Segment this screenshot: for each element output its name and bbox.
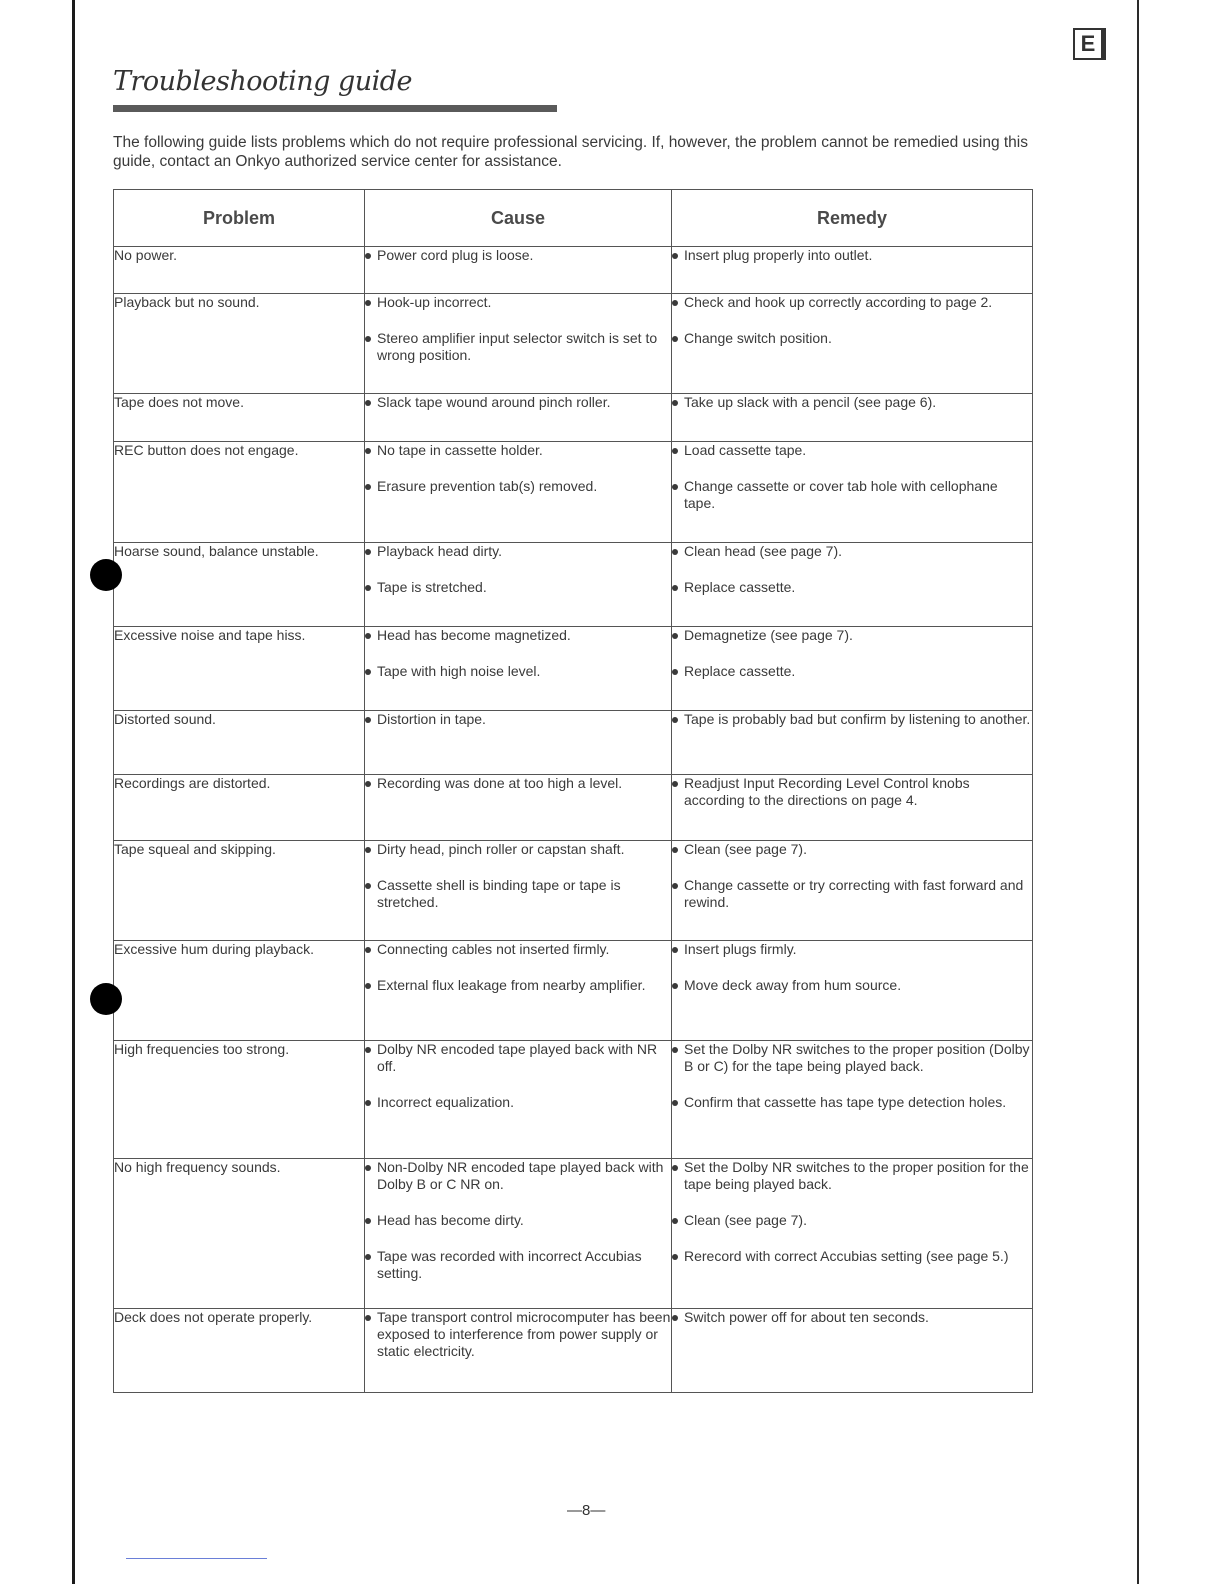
cause-item: Distortion in tape. <box>365 711 671 728</box>
remedy-item: Load cassette tape. <box>672 442 1032 459</box>
remedy-item: Insert plugs firmly. <box>672 941 1032 958</box>
remedy-item: Clean (see page 7). <box>672 841 1032 858</box>
problem-cell: High frequencies too strong. <box>114 1041 365 1159</box>
table-body <box>114 247 1033 1393</box>
cause-item: Tape with high noise level. <box>365 663 671 680</box>
cause-cell <box>365 841 672 941</box>
table-row <box>114 627 1033 711</box>
page-number: —8— <box>567 1502 606 1519</box>
table-row <box>114 394 1033 442</box>
remedy-item: Move deck away from hum source. <box>672 977 1032 994</box>
problem-cell: Excessive noise and tape hiss. <box>114 627 365 711</box>
remedy-item: Change cassette or cover tab hole with cellophane tape. <box>672 478 1032 512</box>
remedy-item: Readjust Input Recording Level Control knobs according to the directions on page 4. <box>672 775 1032 809</box>
cause-cell <box>365 775 672 841</box>
problem-cell: Tape squeal and skipping. <box>114 841 365 941</box>
title-underline <box>113 105 557 112</box>
troubleshooting-table <box>113 189 1033 1393</box>
table-row <box>114 711 1033 775</box>
cause-cell <box>365 543 672 627</box>
problem-cell: Recordings are distorted. <box>114 775 365 841</box>
remedy-cell <box>672 1159 1033 1309</box>
remedy-cell <box>672 1309 1033 1393</box>
cause-cell <box>365 394 672 442</box>
table-row <box>114 1041 1033 1159</box>
remedy-item: Rerecord with correct Accubias setting (see page 5.) <box>672 1248 1032 1265</box>
binder-hole <box>90 983 122 1015</box>
table-row <box>114 941 1033 1041</box>
problem-cell: Hoarse sound, balance unstable. <box>114 543 365 627</box>
table-row <box>114 247 1033 294</box>
language-badge: E <box>1073 28 1103 60</box>
remedy-cell <box>672 543 1033 627</box>
remedy-cell <box>672 941 1033 1041</box>
remedy-item: Demagnetize (see page 7). <box>672 627 1032 644</box>
binder-hole <box>90 559 122 591</box>
cause-item: Dirty head, pinch roller or capstan shaft. <box>365 841 671 858</box>
problem-cell: Tape does not move. <box>114 394 365 442</box>
cause-item: Hook-up incorrect. <box>365 294 671 311</box>
cause-cell <box>365 1159 672 1309</box>
remedy-cell <box>672 394 1033 442</box>
remedy-cell <box>672 1041 1033 1159</box>
cause-item: Stereo amplifier input selector switch is set to wrong position. <box>365 330 671 364</box>
problem-cell: No high frequency sounds. <box>114 1159 365 1309</box>
header-remedy: Remedy <box>672 190 1033 247</box>
remedy-item: Insert plug properly into outlet. <box>672 247 1032 264</box>
remedy-item: Check and hook up correctly according to page 2. <box>672 294 1032 311</box>
cause-item: Power cord plug is loose. <box>365 247 671 264</box>
problem-cell: Playback but no sound. <box>114 294 365 394</box>
remedy-item: Tape is probably bad but confirm by listening to another. <box>672 711 1032 728</box>
remedy-item: Clean (see page 7). <box>672 1212 1032 1229</box>
cause-item: Playback head dirty. <box>365 543 671 560</box>
remedy-cell <box>672 442 1033 543</box>
cause-item: Tape transport control microcomputer has been exposed to interference from power supply or static electricity. <box>365 1309 671 1360</box>
page-title: Troubleshooting guide <box>113 66 413 97</box>
cause-item: External flux leakage from nearby amplifier. <box>365 977 671 994</box>
remedy-item: Replace cassette. <box>672 663 1032 680</box>
remedy-item: Confirm that cassette has tape type detection holes. <box>672 1094 1032 1111</box>
cause-item: Non-Dolby NR encoded tape played back with Dolby B or C NR on. <box>365 1159 671 1193</box>
cause-cell <box>365 941 672 1041</box>
cause-cell <box>365 1041 672 1159</box>
table-header-row <box>114 190 1033 247</box>
cause-item: No tape in cassette holder. <box>365 442 671 459</box>
cause-cell <box>365 294 672 394</box>
remedy-item: Set the Dolby NR switches to the proper position (Dolby B or C) for the tape being played back. <box>672 1041 1032 1075</box>
remedy-item: Change switch position. <box>672 330 1032 347</box>
remedy-cell <box>672 841 1033 941</box>
cause-item: Slack tape wound around pinch roller. <box>365 394 671 411</box>
problem-cell: REC button does not engage. <box>114 442 365 543</box>
remedy-cell <box>672 775 1033 841</box>
problem-cell: Deck does not operate properly. <box>114 1309 365 1393</box>
cause-cell <box>365 247 672 294</box>
problem-cell: No power. <box>114 247 365 294</box>
remedy-item: Change cassette or try correcting with fast forward and rewind. <box>672 877 1032 911</box>
table-row <box>114 1159 1033 1309</box>
intro-paragraph: The following guide lists problems which do not require professional servicing. If, however, the problem cannot be remedied using this guide, contact an Onkyo authorized service center for assistance. <box>113 134 1028 170</box>
remedy-cell <box>672 247 1033 294</box>
cause-cell <box>365 711 672 775</box>
cause-cell <box>365 1309 672 1393</box>
header-cause: Cause <box>365 190 672 247</box>
table-row <box>114 841 1033 941</box>
page-right-edge <box>1137 0 1139 1584</box>
cause-cell <box>365 627 672 711</box>
cause-item: Connecting cables not inserted firmly. <box>365 941 671 958</box>
remedy-cell <box>672 294 1033 394</box>
header-problem: Problem <box>114 190 365 247</box>
table-row <box>114 294 1033 394</box>
remedy-cell <box>672 627 1033 711</box>
cause-item: Recording was done at too high a level. <box>365 775 671 792</box>
problem-cell: Distorted sound. <box>114 711 365 775</box>
cause-item: Tape was recorded with incorrect Accubias setting. <box>365 1248 671 1282</box>
bottom-edge-line <box>126 1558 267 1559</box>
remedy-item: Replace cassette. <box>672 579 1032 596</box>
cause-item: Head has become dirty. <box>365 1212 671 1229</box>
table-row <box>114 775 1033 841</box>
cause-cell <box>365 442 672 543</box>
cause-item: Tape is stretched. <box>365 579 671 596</box>
remedy-item: Switch power off for about ten seconds. <box>672 1309 1032 1326</box>
page-left-edge <box>72 0 75 1584</box>
table-row <box>114 543 1033 627</box>
remedy-cell <box>672 711 1033 775</box>
cause-item: Dolby NR encoded tape played back with NR off. <box>365 1041 671 1075</box>
cause-item: Incorrect equalization. <box>365 1094 671 1111</box>
cause-item: Erasure prevention tab(s) removed. <box>365 478 671 495</box>
table-row <box>114 1309 1033 1393</box>
table-row <box>114 442 1033 543</box>
remedy-item: Take up slack with a pencil (see page 6). <box>672 394 1032 411</box>
cause-item: Cassette shell is binding tape or tape is stretched. <box>365 877 671 911</box>
problem-cell: Excessive hum during playback. <box>114 941 365 1041</box>
remedy-item: Clean head (see page 7). <box>672 543 1032 560</box>
cause-item: Head has become magnetized. <box>365 627 671 644</box>
remedy-item: Set the Dolby NR switches to the proper position for the tape being played back. <box>672 1159 1032 1193</box>
